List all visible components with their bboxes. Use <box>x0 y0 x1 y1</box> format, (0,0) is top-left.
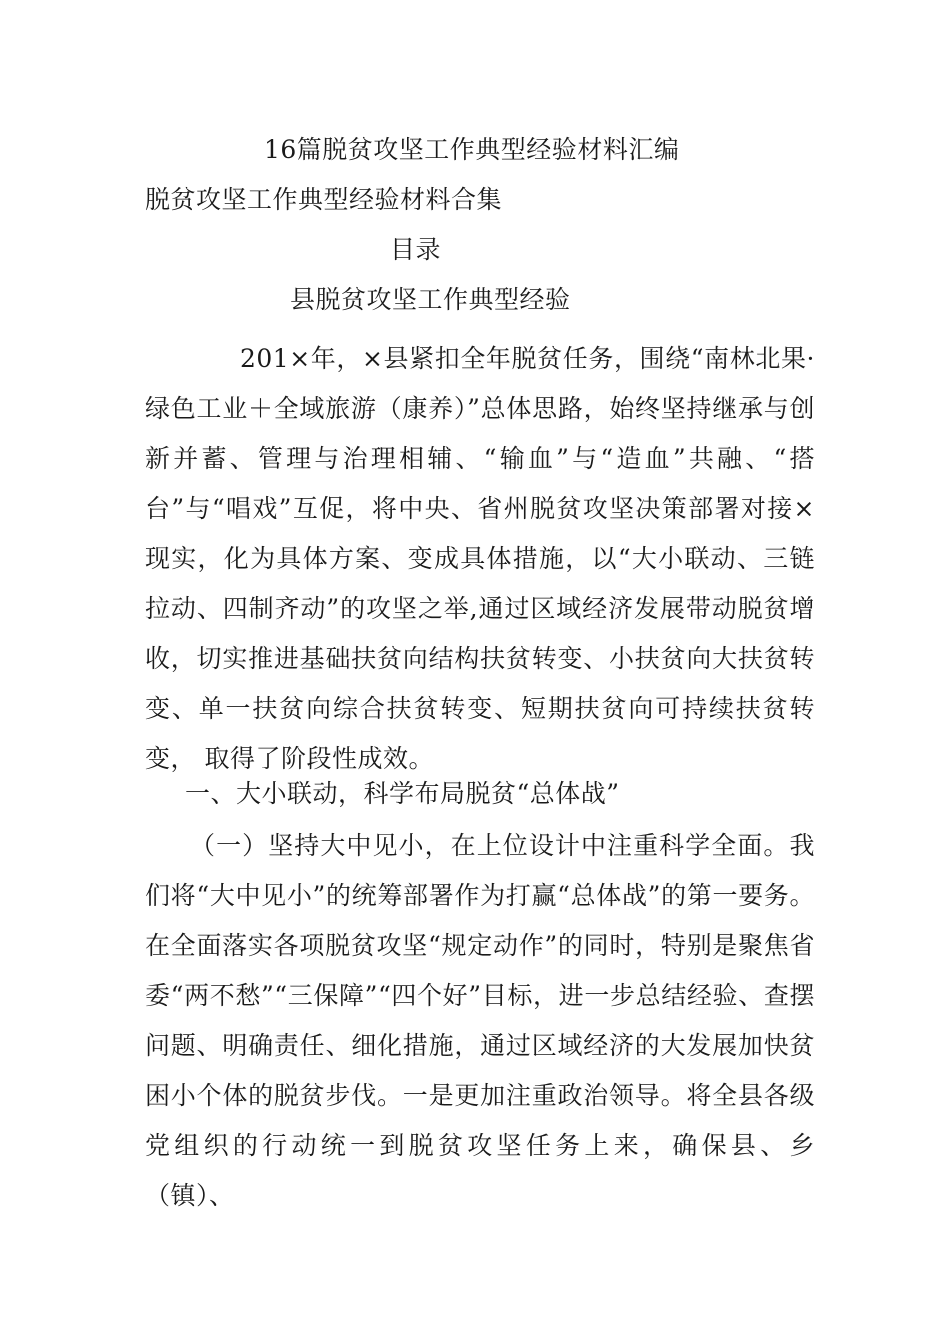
body-paragraph-1: 201×年，×县紧扣全年脱贫任务，围绕“南林北果·绿色工业＋全域旅游（康养）”总体思路，始终坚持继承与创新并蓄、管理与治理相辅、“输血”与“造血”共融、“搭台”与“唱戏”互促，将中央、省州脱贫攻坚决策部署对接×现实，化为具体方案、变成具体措施，以“大小联动、三链拉动、四制齐动”的攻坚之举,通过区域经济发展带动脱贫增收，切实推进基础扶贫向结构扶贫转变、小扶贫向大扶贫转变、单一扶贫向综合扶贫转变、短期扶贫向可持续扶贫转变， 取得了阶段性成效。 <box>145 344 815 773</box>
document-title: 16篇脱贫攻坚工作典型经验材料汇编 <box>264 135 680 164</box>
heading-1: 一、大小联动，科学布局脱贫“总体战” <box>185 779 620 808</box>
document-subtitle: 脱贫攻坚工作典型经验材料合集 <box>145 185 503 214</box>
section-title: 县脱贫攻坚工作典型经验 <box>290 285 571 314</box>
body-paragraph-2: （一）坚持大中见小，在上位设计中注重科学全面。我们将“大中见小”的统筹部署作为打赢“总体战”的第一要务。在全面落实各项脱贫攻坚“规定动作”的同时，特别是聚焦省委“两不愁”“三保障”“四个好”目标，进一步总结经验、查摆问题、明确责任、细化措施，通过区域经济的大发展加快贫困小个体的脱贫步伐。一是更加注重政治领导。将全县各级党组织的行动统一到脱贫攻坚任务上来，确保县、乡（镇）、 <box>145 831 815 1210</box>
toc-heading: 目录 <box>390 235 442 264</box>
